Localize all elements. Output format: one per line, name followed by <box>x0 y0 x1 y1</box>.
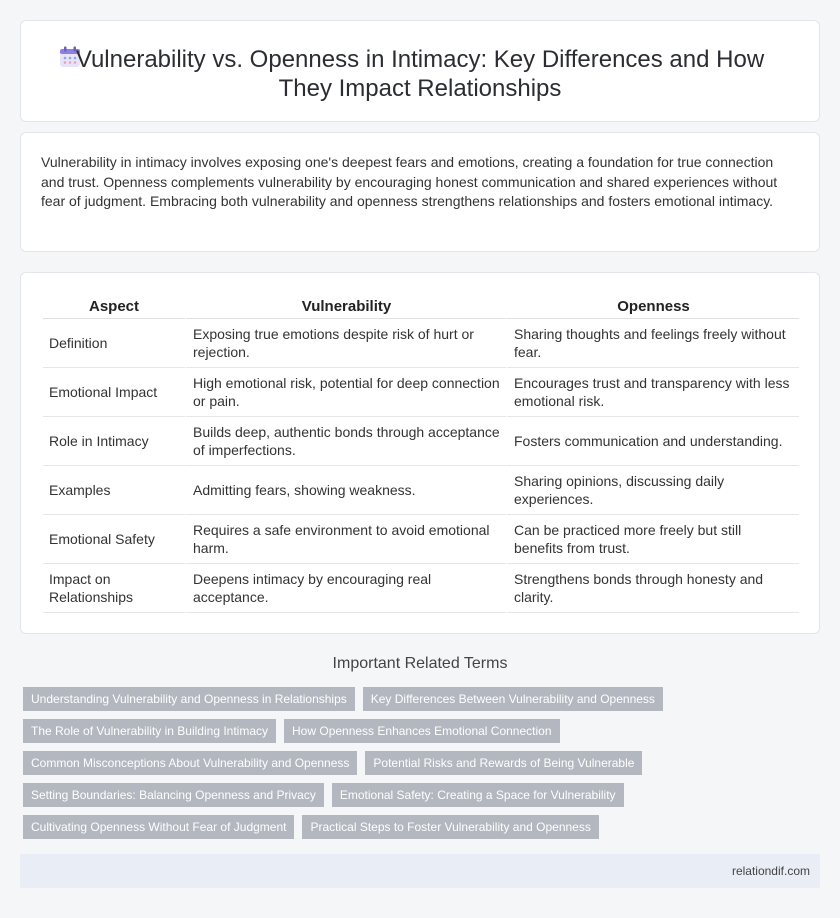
header-aspect: Aspect <box>43 295 185 319</box>
table-row <box>43 319 799 368</box>
aspect-cell: Emotional Impact <box>43 368 185 417</box>
title-card <box>20 20 820 122</box>
aspect-cell: Role in Intimacy <box>43 417 185 466</box>
related-term-link[interactable]: Common Misconceptions About Vulnerability and Openness <box>23 751 357 775</box>
vulnerability-cell: High emotional risk, potential for deep connection or pain. <box>185 368 506 417</box>
tag-row <box>23 719 823 743</box>
page-title: Vulnerability vs. Openness in Intimacy: Key Differences and How They Impact Relationships <box>75 46 765 102</box>
openness-cell: Fosters communication and understanding. <box>506 417 799 466</box>
vulnerability-cell: Builds deep, authentic bonds through acceptance of imperfections. <box>185 417 506 466</box>
related-term-link[interactable]: Setting Boundaries: Balancing Openness and Privacy <box>23 783 324 807</box>
related-terms-list <box>23 687 823 847</box>
openness-cell: Can be practiced more freely but still benefits from trust. <box>506 515 799 564</box>
intro-card <box>20 132 820 252</box>
related-term-link[interactable]: Cultivating Openness Without Fear of Judgment <box>23 815 294 839</box>
table-header-row <box>43 295 799 319</box>
tag-row <box>23 751 823 775</box>
tag-row <box>23 687 823 711</box>
related-term-link[interactable]: The Role of Vulnerability in Building Intimacy <box>23 719 276 743</box>
footer <box>20 854 820 888</box>
related-term-link[interactable]: Potential Risks and Rewards of Being Vulnerable <box>365 751 642 775</box>
table-row <box>43 515 799 564</box>
vulnerability-cell: Exposing true emotions despite risk of hurt or rejection. <box>185 319 506 368</box>
tag-row <box>23 783 823 807</box>
header-vulnerability: Vulnerability <box>185 295 506 319</box>
table-row <box>43 368 799 417</box>
comparison-table-card <box>20 272 820 634</box>
tag-row <box>23 815 823 839</box>
related-term-link[interactable]: How Openness Enhances Emotional Connection <box>284 719 560 743</box>
aspect-cell: Definition <box>43 319 185 368</box>
table-row <box>43 417 799 466</box>
vulnerability-cell: Deepens intimacy by encouraging real acceptance. <box>185 564 506 613</box>
related-term-link[interactable]: Practical Steps to Foster Vulnerability and Openness <box>302 815 598 839</box>
openness-cell: Encourages trust and transparency with less emotional risk. <box>506 368 799 417</box>
openness-cell: Sharing thoughts and feelings freely without fear. <box>506 319 799 368</box>
related-term-link[interactable]: Understanding Vulnerability and Openness in Relationships <box>23 687 355 711</box>
related-term-link[interactable]: Emotional Safety: Creating a Space for Vulnerability <box>332 783 624 807</box>
table-row <box>43 466 799 515</box>
intro-paragraph: Vulnerability in intimacy involves exposing one's deepest fears and emotions, creating a foundation for true connection and trust. Openness complements vulnerability by encouraging honest communication and shared experiences without fear of judgment. Embracing both vulnerability and openness strengthens relationships and fosters emotional intimacy. <box>41 154 778 209</box>
header-openness: Openness <box>506 295 799 319</box>
openness-cell: Strengthens bonds through honesty and clarity. <box>506 564 799 613</box>
aspect-cell: Examples <box>43 466 185 515</box>
vulnerability-cell: Admitting fears, showing weakness. <box>185 466 506 515</box>
aspect-cell: Impact on Relationships <box>43 564 185 613</box>
openness-cell: Sharing opinions, discussing daily experiences. <box>506 466 799 515</box>
aspect-cell: Emotional Safety <box>43 515 185 564</box>
table-row <box>43 564 799 613</box>
related-term-link[interactable]: Key Differences Between Vulnerability and Openness <box>363 687 663 711</box>
comparison-table <box>43 295 799 613</box>
vulnerability-cell: Requires a safe environment to avoid emotional harm. <box>185 515 506 564</box>
related-terms-heading: Important Related Terms <box>332 655 508 672</box>
site-link[interactable]: relationdif.com <box>731 864 810 878</box>
